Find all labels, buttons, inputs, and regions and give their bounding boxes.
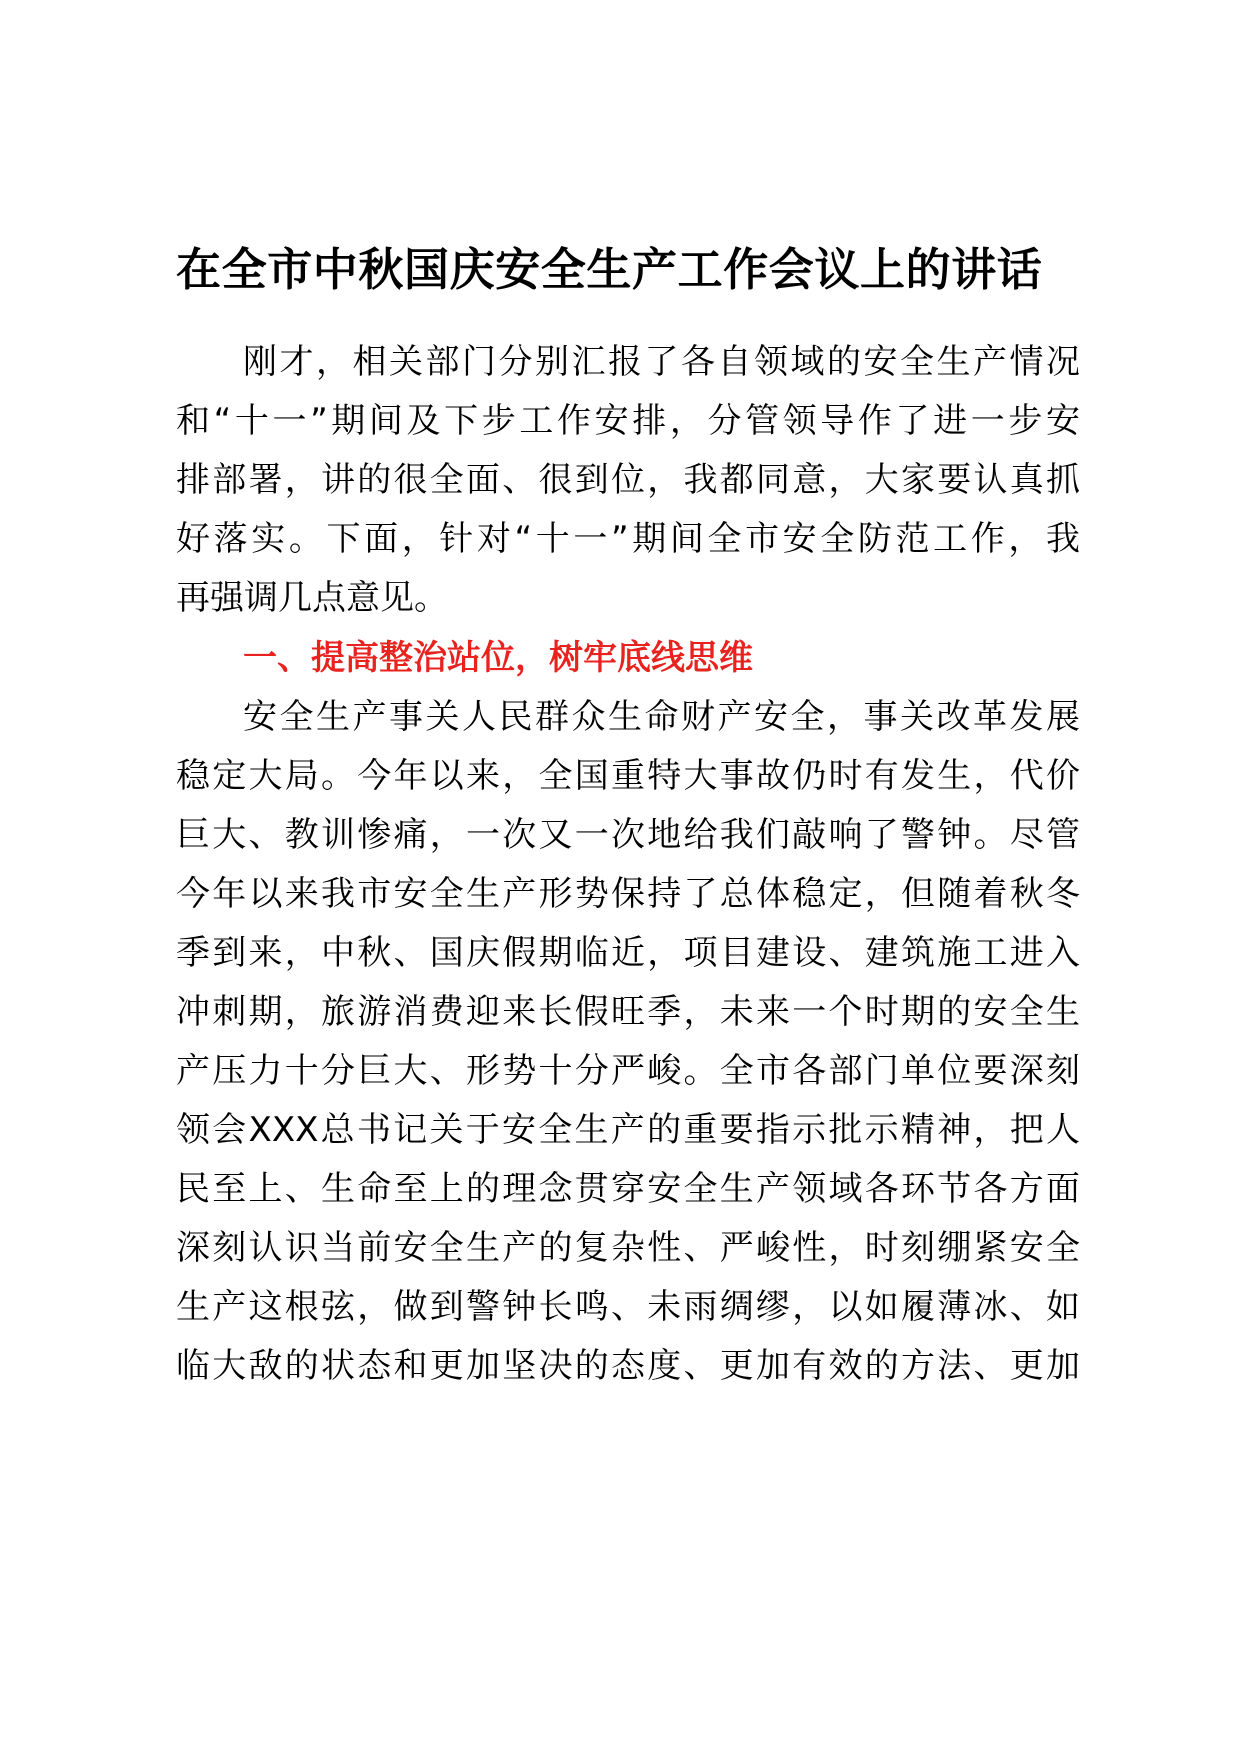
paragraph-line: 季到来，中秋、国庆假期临近，项目建设、建筑施工进入 bbox=[176, 933, 1080, 973]
paragraph-line: 刚才，相关部门分别汇报了各自领域的安全生产情况 bbox=[243, 342, 1080, 382]
paragraph-line: 民至上、生命至上的理念贯穿安全生产领域各环节各方面 bbox=[176, 1169, 1080, 1209]
paragraph-line: 生产这根弦，做到警钟长鸣、未雨绸缪，以如履薄冰、如 bbox=[176, 1287, 1080, 1327]
paragraph-line: 和“十一”期间及下步工作安排，分管领导作了进一步安 bbox=[176, 401, 1080, 441]
paragraph-line: 巨大、教训惨痛，一次又一次地给我们敲响了警钟。尽管 bbox=[176, 815, 1080, 855]
paragraph-line: 临大敌的状态和更加坚决的态度、更加有效的方法、更加 bbox=[176, 1346, 1080, 1386]
paragraph-line: 今年以来我市安全生产形势保持了总体稳定，但随着秋冬 bbox=[176, 874, 1080, 914]
paragraph-line: 产压力十分巨大、形势十分严峻。全市各部门单位要深刻 bbox=[176, 1051, 1080, 1091]
paragraph-line: 冲刺期，旅游消费迎来长假旺季，未来一个时期的安全生 bbox=[176, 992, 1080, 1032]
paragraph-line: 领会XXX总书记关于安全生产的重要指示批示精神，把人 bbox=[176, 1110, 1080, 1150]
paragraph-line: 再强调几点意见。 bbox=[176, 578, 448, 618]
paragraph-line: 排部署，讲的很全面、很到位，我都同意，大家要认真抓 bbox=[176, 460, 1080, 500]
paragraph-line: 稳定大局。今年以来，全国重特大事故仍时有发生，代价 bbox=[176, 756, 1080, 796]
paragraph-line: 好落实。下面，针对“十一”期间全市安全防范工作，我 bbox=[176, 519, 1080, 559]
section-heading: 一、提高整治站位，树牢底线思维 bbox=[243, 638, 753, 678]
paragraph-line: 安全生产事关人民群众生命财产安全，事关改革发展 bbox=[243, 697, 1080, 737]
document-title: 在全市中秋国庆安全生产工作会议上的讲话 bbox=[176, 243, 1043, 296]
paragraph-line: 深刻认识当前安全生产的复杂性、严峻性，时刻绷紧安全 bbox=[176, 1228, 1080, 1268]
